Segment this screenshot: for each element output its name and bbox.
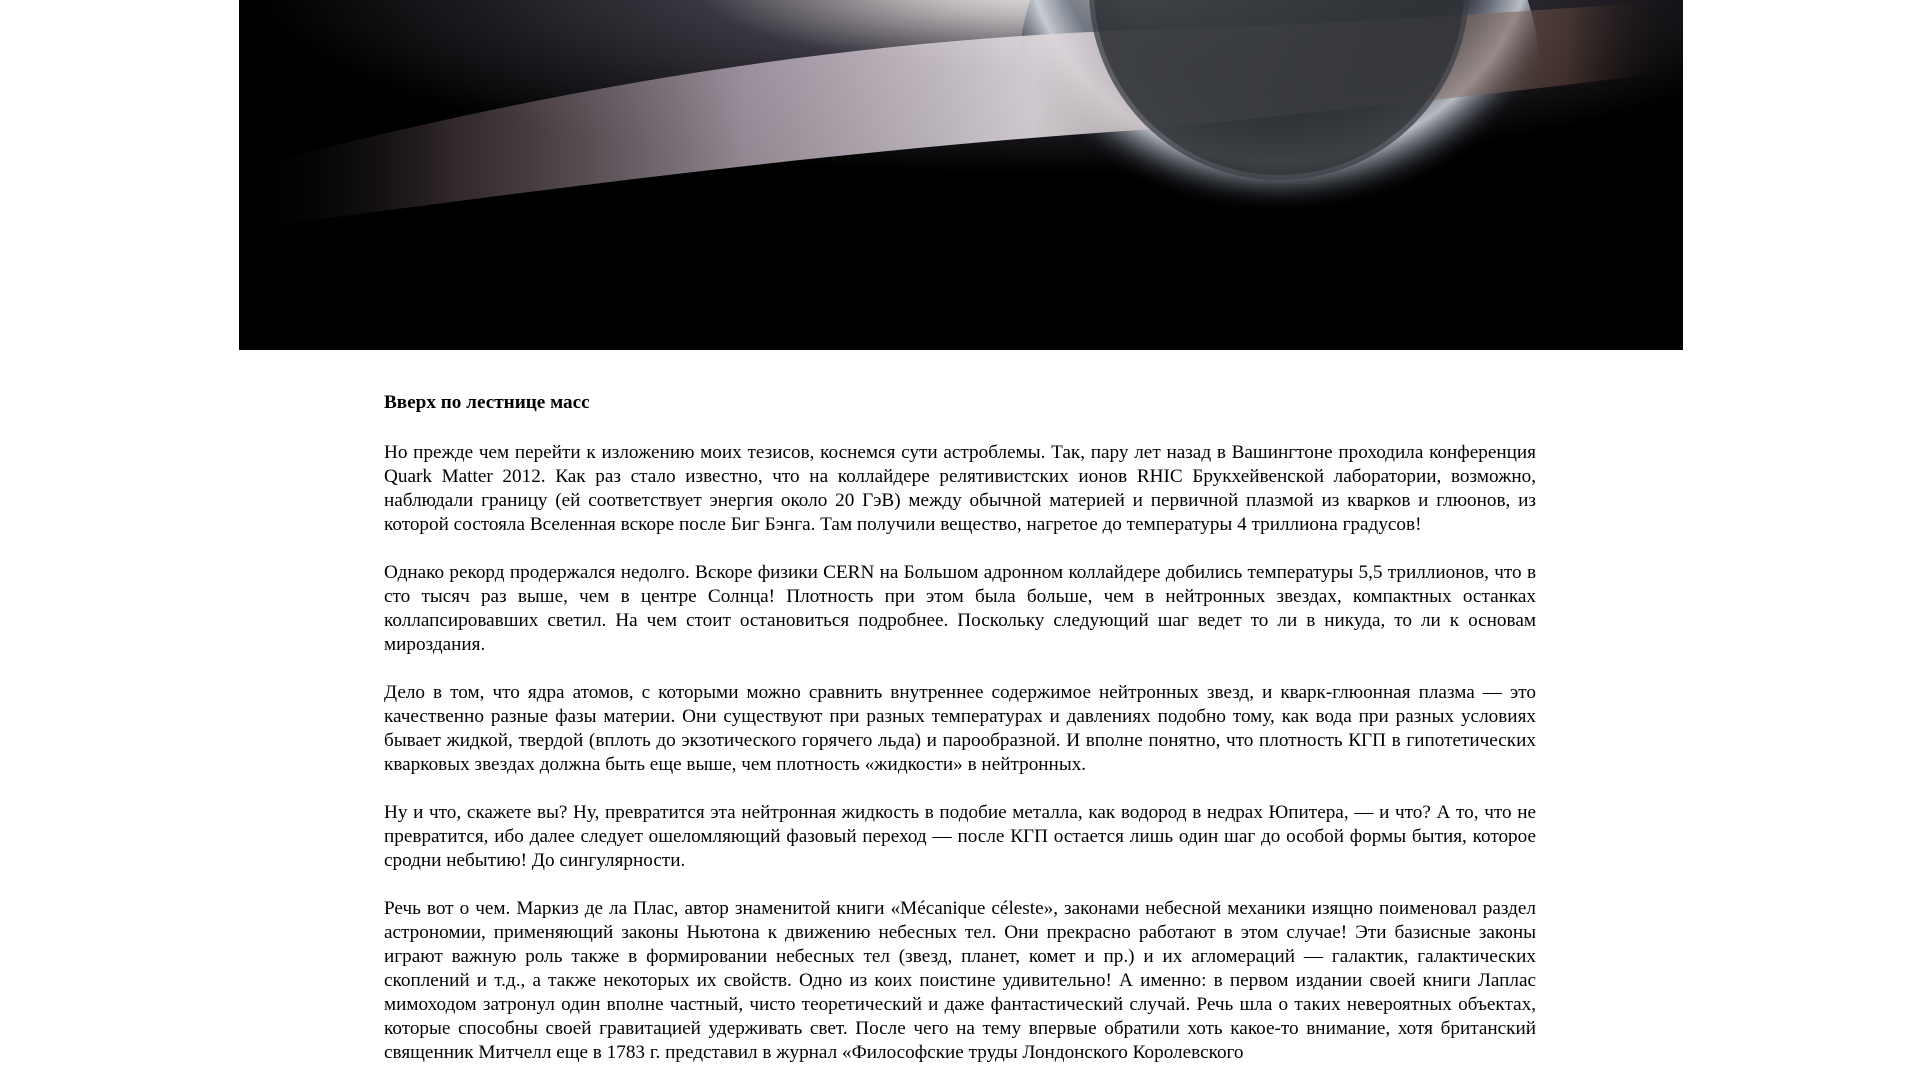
article-paragraph: Дело в том, что ядра атомов, с которыми можно сравнить внутреннее содержимое нейтронных звезд, и кварк-глюонная плазма — это качественно разные фазы материи. Они существуют при разных температурах и давлениях подобно тому, как вода при разных условиях бывает жидкой, твердой (вплоть до экзотического горячего льда) и парообразной. И вполне понятно, что плотность КГП в гипотетических кварковых звездах должна быть еще выше, чем плотность «жидкости» в нейтронных. [384, 682, 1536, 775]
hero-black-hole-image [239, 0, 1683, 350]
article-body [384, 388, 1536, 1089]
black-hole-illustration [239, 0, 1683, 350]
article-heading: Вверх по лестнице масс [384, 392, 590, 413]
article-paragraph: Ну и что, скажете вы? Ну, превратится эта нейтронная жидкость в подобие металла, как водород в недрах Юпитера, — и что? А то, что не превратится, ибо далее следует ошеломляющий фазовый переход — после КГП остается лишь один шаг до особой формы бытия, которое сродни небытию! До сингулярности. [384, 802, 1536, 871]
article-paragraph: Но прежде чем перейти к изложению моих тезисов, коснемся сути астроблемы. Так, пару лет назад в Вашингтоне проходила конференция Quark Matter 2012. Как раз стало известно, что на коллайдере релятивистских ионов RHIC Брукхейвенской лаборатории, возможно, наблюдали границу (ей соответствует энергия около 20 ГэВ) между обычной материей и первичной плазмой из кварков и глюонов, из которой состояла Вселенная вскоре после Биг Бэнга. Там получили вещество, нагретое до температуры 4 триллиона градусов! [384, 442, 1536, 535]
article-paragraph: Речь вот о чем. Маркиз де ла Плас, автор знаменитой книги «Mécanique céleste», законами небесной механики изящно поименовал раздел астрономии, применяющий законы Ньютона к движению небесных тел. Они прекрасно работают в этом случае! Эти базисные законы играют важную роль также в формировании небесных тел (звезд, планет, комет и пр.) и их агломераций — галактик, галактических скоплений и т.д., а также некоторых их свойств. Одно из коих поистине удивительно! А именно: в первом издании своей книги Лаплас мимоходом затронул один вполне частный, чисто теоретический и даже фантастический случай. Речь шла о таких невероятных объектах, которые способны своей гравитацией удерживать свет. После чего на тему впервые обратили хоть какое-то внимание, хотя британский священник Митчелл еще в 1783 г. представил в журнал «Философские труды Лондонского Королевского [384, 898, 1536, 1063]
article-paragraph: Однако рекорд продержался недолго. Вскоре физики CERN на Большом адронном коллайдере добились температуры 5,5 триллионов, что в сто тысяч раз выше, чем в центре Солнца! Плотность при этом была больше, чем в нейтронных звездах, компактных останках коллапсировавших светил. На чем стоит остановиться подробнее. Поскольку следующий шаг ведет то ли в никуда, то ли к основам мироздания. [384, 562, 1536, 655]
